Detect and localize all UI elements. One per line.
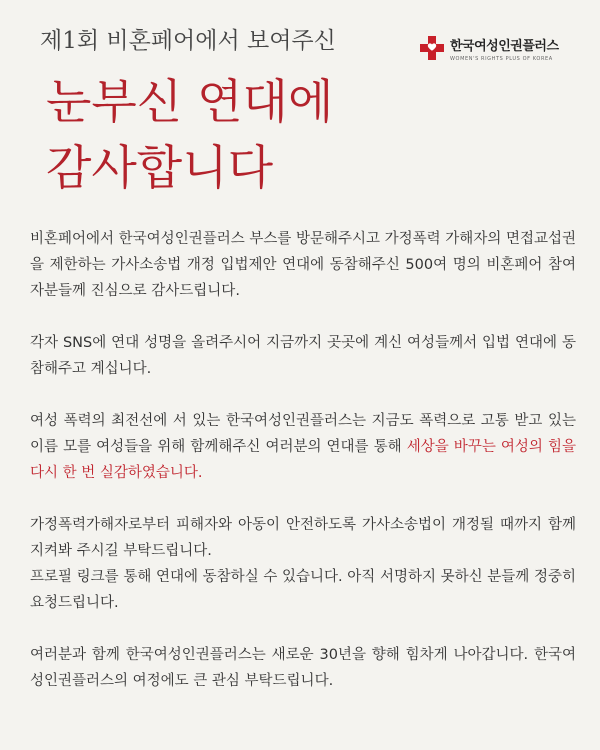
paragraph-closing: 여러분과 함께 한국여성인권플러스는 새로운 30년을 향해 힘차게 나아갑니다. 한국여성인권플러스의 여정에도 큰 관심 부탁드립니다.: [30, 647, 576, 689]
body-text: [30, 226, 576, 694]
logo-subtitle: WOMEN'S RIGHTS PLUS OF KOREA: [450, 55, 553, 62]
paragraph-request: 가정폭력가해자로부터 피해자와 아동이 안전하도록 가사소송법이 개정될 때까지 함께 지켜봐 주시길 부탁드립니다.: [30, 517, 576, 559]
organization-logo: [418, 34, 559, 62]
cross-heart-logo-icon: [418, 34, 446, 62]
logo-name: 한국여성인권플러스: [450, 38, 559, 54]
headline-line-1: 눈부신 연대에: [46, 75, 334, 130]
paragraph-sns: 각자 SNS에 연대 성명을 올려주시어 지금까지 곳곳에 계신 여성들께서 입법 연대에 동참해주고 계십니다.: [30, 335, 576, 377]
paragraph-thanks: 비혼페어에서 한국여성인권플러스 부스를 방문해주시고 가정폭력 가해자의 면접교섭권을 제한하는 가사소송법 개정 입법제안 연대에 동참해주신 500여 명의 비혼페어 참여자분들께 진심으로 감사드립니다.: [30, 231, 576, 299]
headline-line-2: 감사합니다: [46, 141, 274, 196]
paragraph-solidarity: [30, 408, 576, 486]
highlighted-text: 세상을 바꾸는 여성의 힘을 다시 한 번 실감하였습니다.: [30, 439, 576, 481]
headline: [46, 70, 333, 202]
paragraph-solidarity-text: 여성 폭력의 최전선에 서 있는 한국여성인권플러스는 지금도 폭력으로 고통 받고 있는 이름 모를 여성들을 위해 함께해주신 여러분의 연대를 통해: [30, 413, 576, 455]
paragraph-profile-link: 프로필 링크를 통해 연대에 동참하실 수 있습니다. 아직 서명하지 못하신 분들께 정중히 요청드립니다.: [30, 569, 576, 611]
subtitle: 제1회 비혼페어에서 보여주신: [40, 28, 336, 54]
